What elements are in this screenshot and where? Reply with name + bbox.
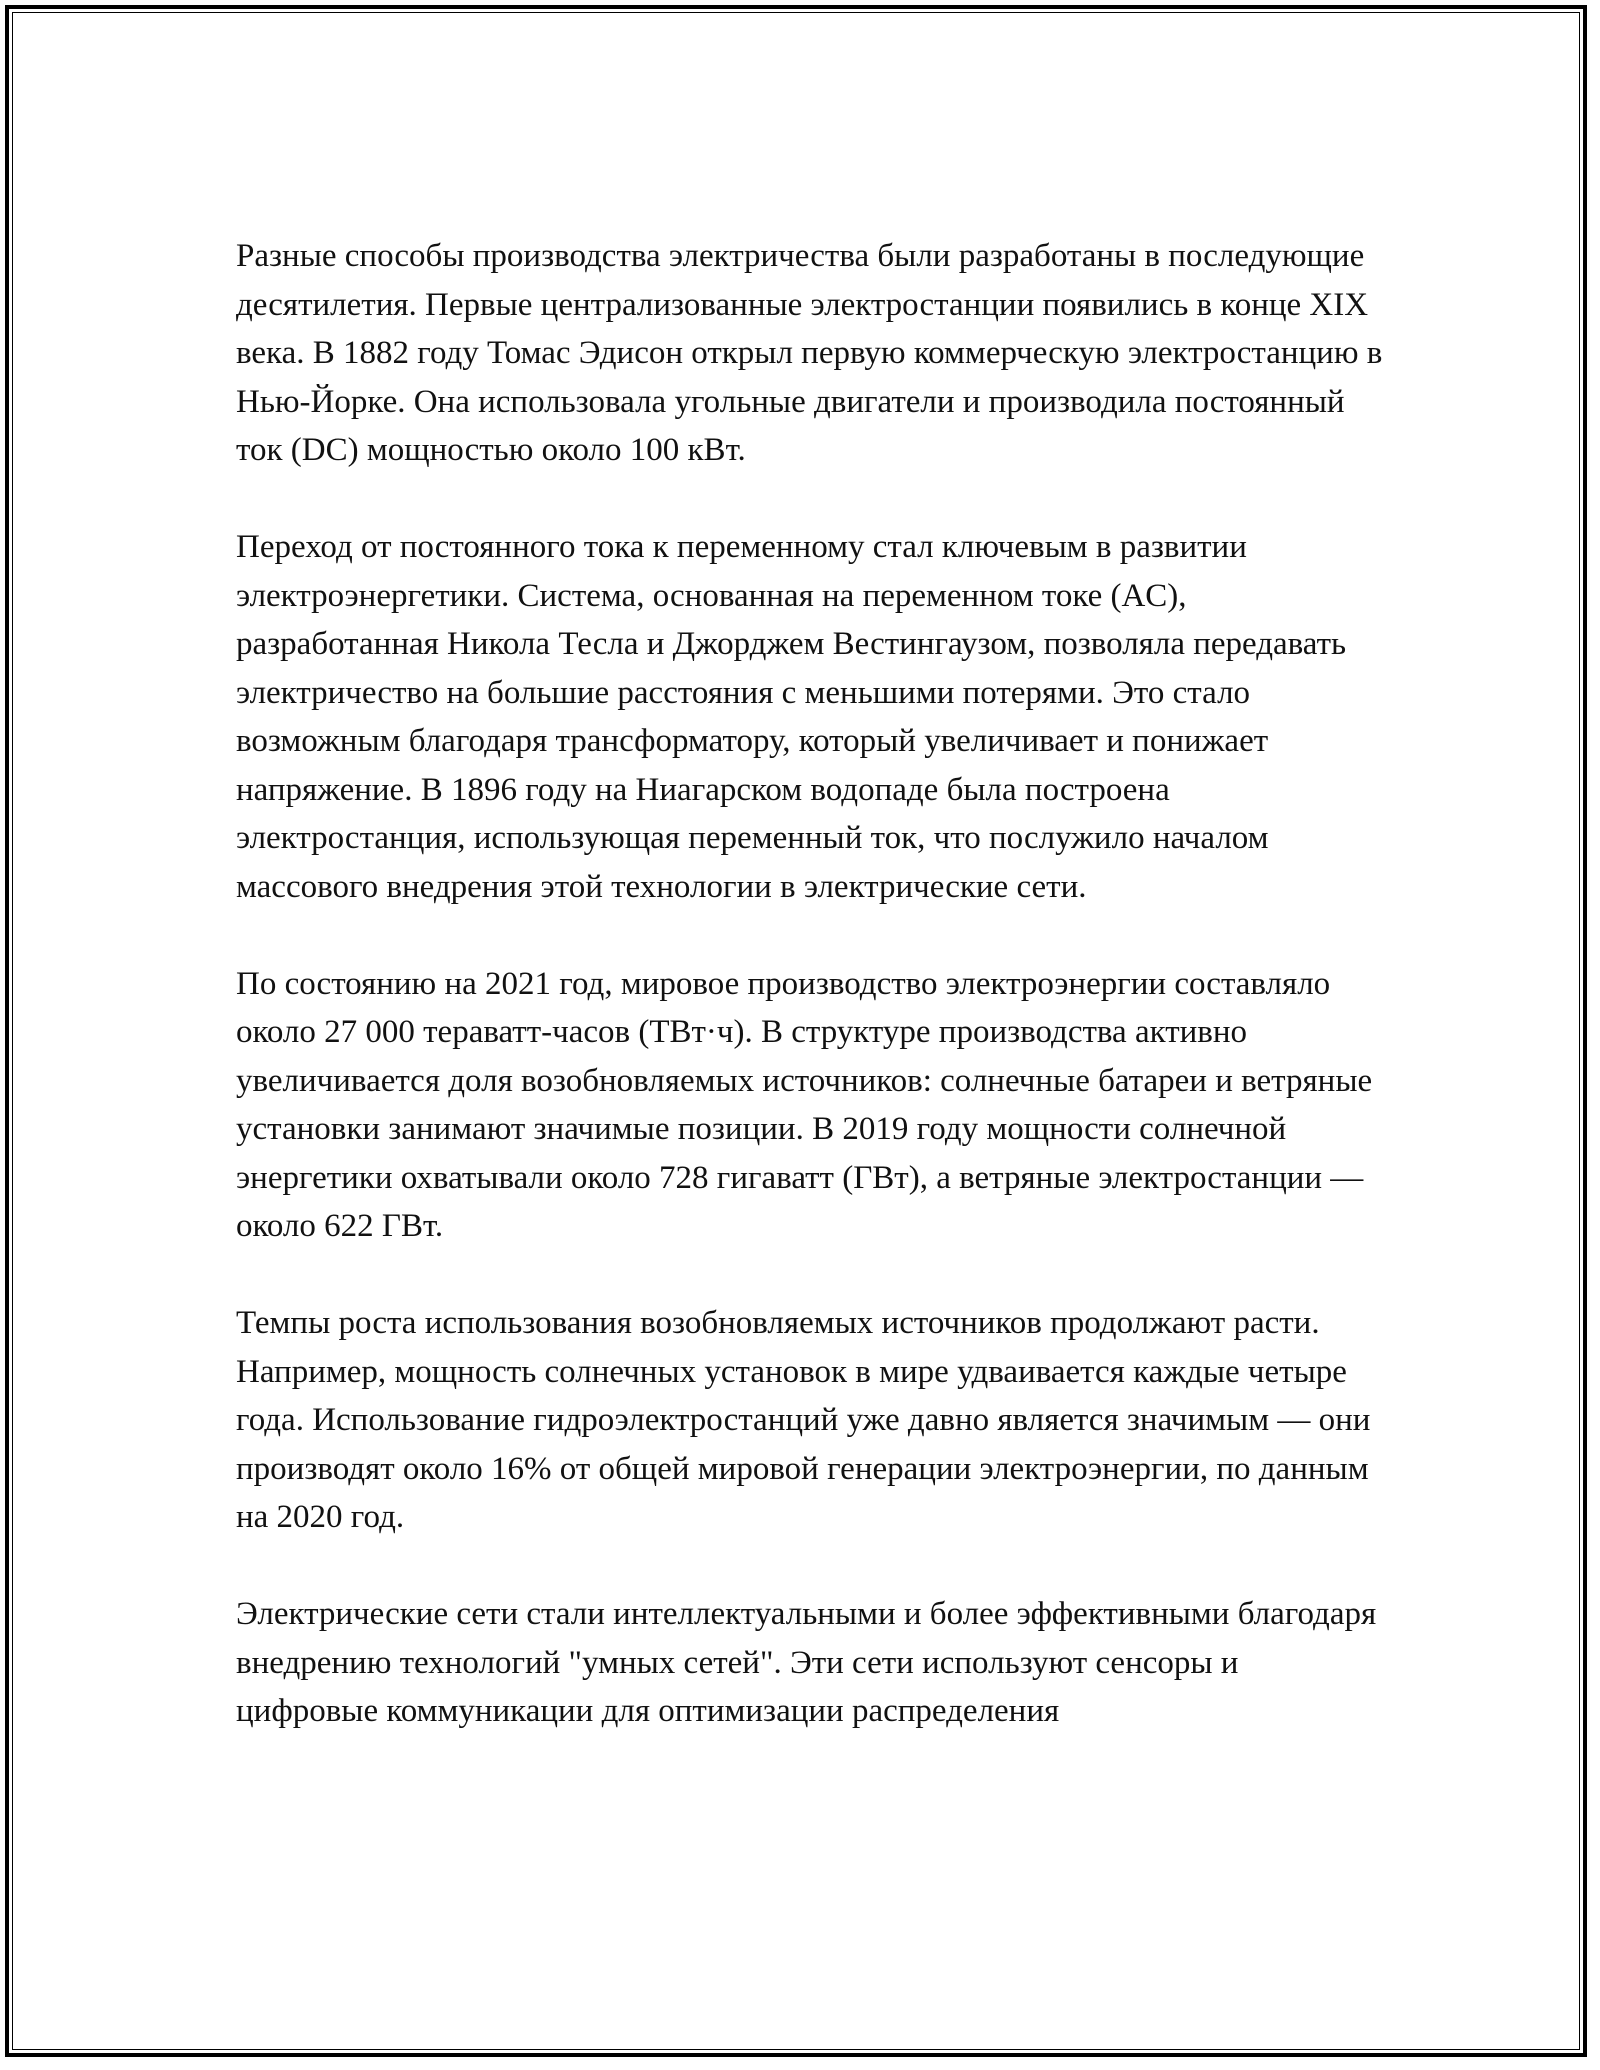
paragraph-dc-history: Разные способы производства электричества были разработаны в последующие десятилетия. Первые централизованные электростанции появились в конце XIX века. В 1882 году Томас Эдисон открыл первую коммерческую электростанцию в Нью-Йорке. Она использовала угольные двигатели и производила постоянный ток (DC) мощностью около 100 кВт. — [236, 238, 1383, 468]
paragraph-ac-transition: Переход от постоянного тока к переменному стал ключевым в развитии электроэнергетики. Система, основанная на переменном токе (AC), разработанная Никола Тесла и Джорджем Вестингаузом, позволяла передавать электричество на большие расстояния с меньшими потерями. Это стало возможным благодаря трансформатору, который увеличивает и понижает напряжение. В 1896 году на Ниагарском водопаде была построена электростанция, использующая переменный ток, что послужило началом массового внедрения этой технологии в электрические сети. — [236, 529, 1347, 905]
paragraph-smart-grids: Электрические сети стали интеллектуальными и более эффективными благодаря внедрению технологий "умных сетей". Эти сети используют сенсоры и цифровые коммуникации для оптимизации распределения — [236, 1596, 1377, 1729]
paragraph-renewables-growth: Темпы роста использования возобновляемых источников продолжают расти. Например, мощность солнечных установок в мире удваивается каждые четыре года. Использование гидроэлектростанций уже давно является значимым — они производят около 16% от общей мировой генерации электроэнергии, по данным на 2020 год. — [236, 1305, 1371, 1535]
paragraph-world-production: По состоянию на 2021 год, мировое производство электроэнергии составляло около 27 000 тераватт-часов (ТВт·ч). В структуре производства активно увеличивается доля возобновляемых источников: солнечные батареи и ветряные установки занимают значимые позиции. В 2019 году мощности солнечной энергетики охватывали около 728 гигаватт (ГВт), а ветряные электростанции — около 622 ГВт. — [236, 965, 1373, 1244]
document-body — [236, 232, 1386, 1784]
